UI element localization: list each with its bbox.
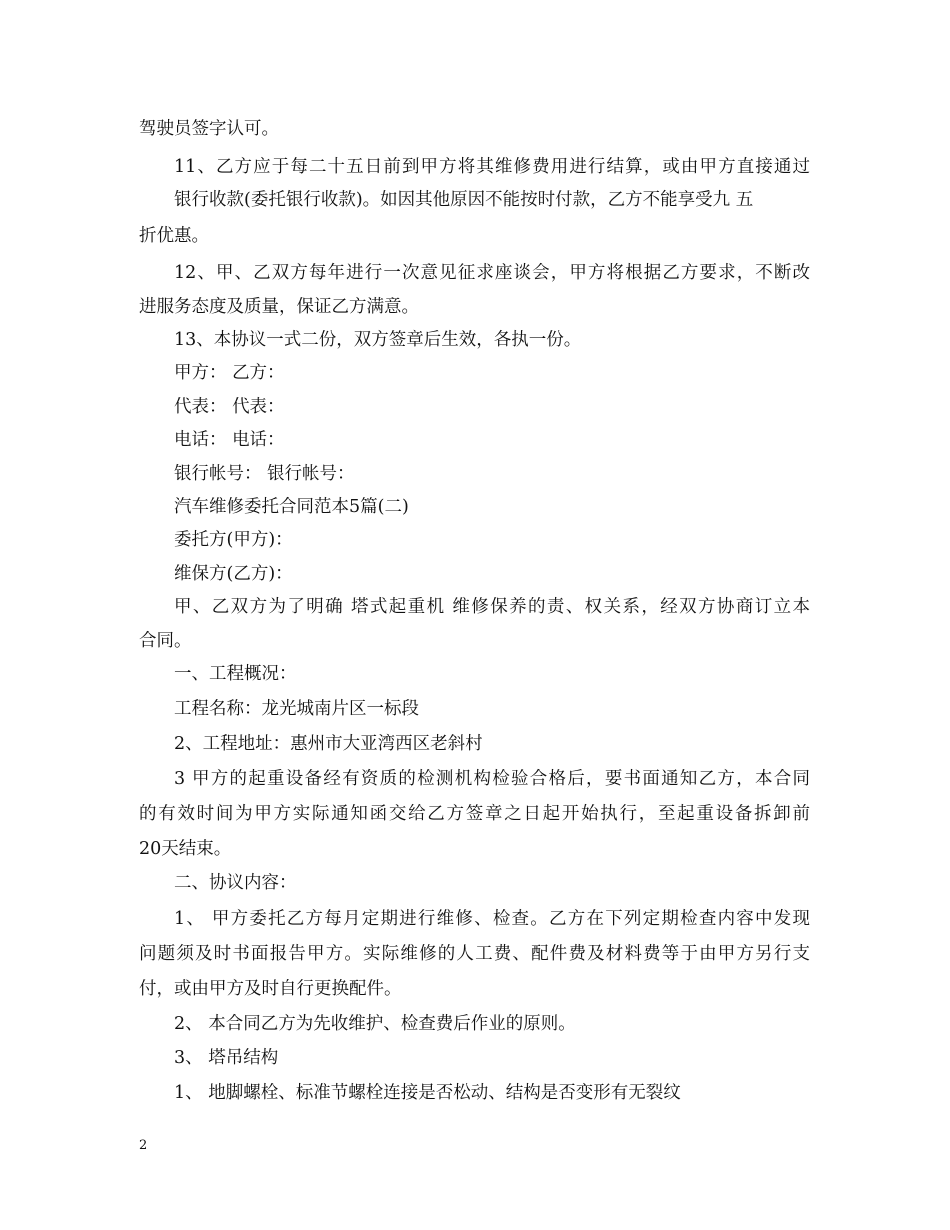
text-line: 3 甲方的起重设备经有资质的检测机构检验合格后，要书面通知乙方，本合同 xyxy=(174,769,810,789)
text-line: 维保方(乙方)： xyxy=(174,564,293,584)
text-line: 甲方： 乙方： xyxy=(174,363,285,383)
text-line: 付，或由甲方及时自行更换配件。 xyxy=(139,979,402,999)
page-number: 2 xyxy=(139,1138,148,1153)
text-line: 2、工程地址：惠州市大亚湾西区老斜村 xyxy=(174,734,483,754)
text-line: 11、乙方应于每二十五日前到甲方将其维修费用进行结算，或由甲方直接通过 xyxy=(174,157,810,177)
text-line: 银行帐号： 银行帐号： xyxy=(174,464,355,484)
text-line: 问题须及时书面报告甲方。实际维修的人工费、配件费及材料费等于由甲方另行支 xyxy=(139,944,810,964)
text-line: 工程名称：龙光城南片区一标段 xyxy=(174,699,419,719)
text-line: 一、工程概况： xyxy=(174,664,297,684)
text-line: 银行收款(委托银行收款)。如因其他原因不能按时付款，乙方不能享受九 五 xyxy=(174,190,754,210)
text-line: 3、 塔吊结构 xyxy=(174,1048,279,1068)
text-line: 驾驶员签字认可。 xyxy=(139,119,279,139)
text-line: 20天结束。 xyxy=(139,839,232,859)
text-line: 进服务态度及质量，保证乙方满意。 xyxy=(139,297,419,317)
text-line: 1、 地脚螺栓、标准节螺栓连接是否松动、结构是否变形有无裂纹 xyxy=(174,1083,681,1103)
text-line: 2、 本合同乙方为先收维护、检查费后作业的原则。 xyxy=(174,1014,576,1034)
text-line: 代表： 代表： xyxy=(174,397,285,417)
text-line: 1、 甲方委托乙方每月定期进行维修、检查。乙方在下列定期检查内容中发现 xyxy=(174,909,810,929)
text-line: 电话： 电话： xyxy=(174,430,285,450)
text-line: 12、甲、乙双方每年进行一次意见征求座谈会，甲方将根据乙方要求，不断改 xyxy=(174,263,810,283)
text-line: 13、本协议一式二份，双方签章后生效，各执一份。 xyxy=(174,330,582,350)
text-line: 甲、乙双方为了明确 塔式起重机 维修保养的责、权关系，经双方协商订立本 xyxy=(174,597,810,617)
text-line: 合同。 xyxy=(139,631,192,651)
text-line: 汽车维修委托合同范本5篇(二) xyxy=(174,497,409,517)
text-line: 委托方(甲方)： xyxy=(174,530,293,550)
text-line: 折优惠。 xyxy=(139,226,209,246)
text-line: 二、协议内容： xyxy=(174,873,297,893)
text-line: 的有效时间为甲方实际通知函交给乙方签章之日起开始执行，至起重设备拆卸前 xyxy=(139,804,810,824)
